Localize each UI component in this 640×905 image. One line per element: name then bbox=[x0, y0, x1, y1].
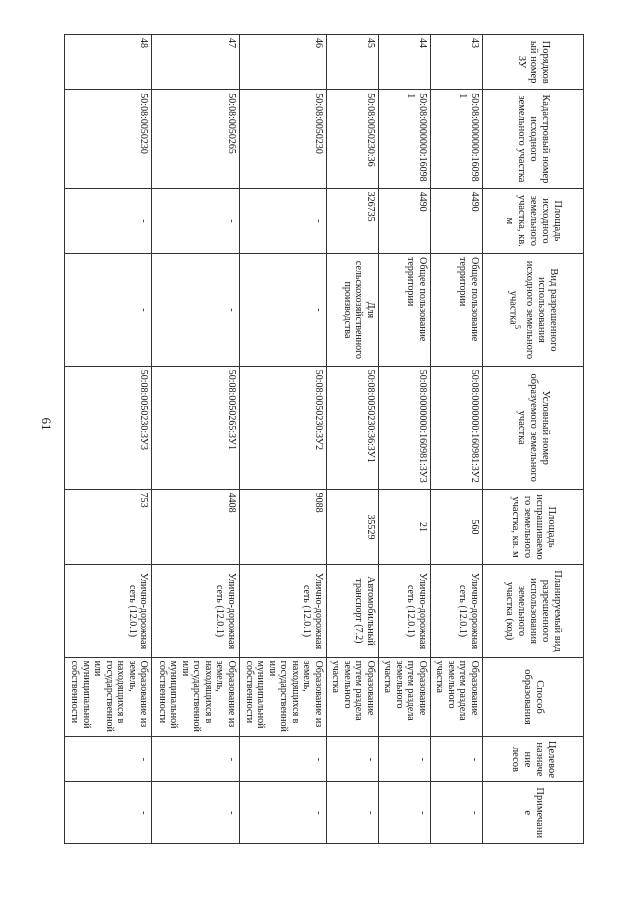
cell-note: - bbox=[430, 782, 482, 844]
cell-formation-method: Образование из земель, находящихся в государственной или муниципальной собственности bbox=[65, 657, 152, 737]
cell-permitted-use: Общее пользование территории bbox=[378, 254, 430, 367]
cell-formation-method: Образование путем раздела земельного участка bbox=[326, 657, 378, 737]
cell-requested-area: 35529 bbox=[326, 489, 378, 565]
cell-source-area: 4490 bbox=[430, 188, 482, 254]
cell-requested-area: 4408 bbox=[152, 489, 239, 565]
cell-planned-use: Улично-дорожная сеть (12.0.1) bbox=[430, 565, 482, 657]
cell-forest-purpose: - bbox=[430, 737, 482, 782]
cell-planned-use: Улично-дорожная сеть (12.0.1) bbox=[152, 565, 239, 657]
cell-note: - bbox=[378, 782, 430, 844]
land-plots-table bbox=[64, 34, 584, 844]
cell-conditional-number: 50:08:0050265:ЗУ1 bbox=[152, 366, 239, 489]
cell-source-area: 4490 bbox=[378, 188, 430, 254]
cell-planned-use: Автомобильный транспорт (7.2) bbox=[326, 565, 378, 657]
cell-order-number: 43 bbox=[430, 35, 482, 90]
header-forest-purpose: Целевое назначение лесов bbox=[483, 737, 584, 782]
cell-cadastral-number: 50:08:0000000:160981 bbox=[378, 90, 430, 188]
header-cadastral-number: Кадастровый номер исходного земельного участка bbox=[483, 90, 584, 188]
cell-cadastral-number: 50:08:0000000:160981 bbox=[430, 90, 482, 188]
cell-formation-method: Образование путем раздела земельного участка bbox=[378, 657, 430, 737]
footnote-marker: 5 bbox=[513, 324, 524, 330]
header-source-area: Площадь исходного земельного участка, кв. м bbox=[483, 188, 584, 254]
cell-forest-purpose: - bbox=[239, 737, 326, 782]
table-row bbox=[239, 35, 326, 844]
cell-note: - bbox=[326, 782, 378, 844]
cell-source-area: - bbox=[65, 188, 152, 254]
cell-cadastral-number: 50:08:0050230 bbox=[239, 90, 326, 188]
cell-requested-area: 21 bbox=[378, 489, 430, 565]
cell-planned-use: Улично-дорожная сеть (12.0.1) bbox=[378, 565, 430, 657]
header-formation-method: Способ образования bbox=[483, 657, 584, 737]
cell-order-number: 47 bbox=[152, 35, 239, 90]
cell-order-number: 46 bbox=[239, 35, 326, 90]
cell-requested-area: 560 bbox=[430, 489, 482, 565]
cell-permitted-use: - bbox=[152, 254, 239, 367]
cell-forest-purpose: - bbox=[326, 737, 378, 782]
cell-formation-method: Образование из земель, находящихся в государственной или муниципальной собственности bbox=[239, 657, 326, 737]
table-row bbox=[65, 35, 152, 844]
cell-source-area: - bbox=[152, 188, 239, 254]
header-permitted-use bbox=[483, 254, 584, 367]
header-permitted-use-label: Вид разрешенного использования исходного земельного участка bbox=[507, 260, 560, 360]
table-row bbox=[378, 35, 430, 844]
cell-order-number: 48 bbox=[65, 35, 152, 90]
cell-source-area: 326735 bbox=[326, 188, 378, 254]
page-number: 61 bbox=[39, 417, 54, 431]
cell-forest-purpose: - bbox=[65, 737, 152, 782]
cell-note: - bbox=[239, 782, 326, 844]
cell-permitted-use: - bbox=[65, 254, 152, 367]
cell-order-number: 44 bbox=[378, 35, 430, 90]
table-header-row bbox=[483, 35, 584, 844]
table-row bbox=[152, 35, 239, 844]
table-row bbox=[430, 35, 482, 844]
cell-conditional-number: 50:08:0050230:36:ЗУ1 bbox=[326, 366, 378, 489]
cell-formation-method: Образование из земель, находящихся в государственной или муниципальной собственности bbox=[152, 657, 239, 737]
cell-permitted-use: - bbox=[239, 254, 326, 367]
cell-planned-use: Улично-дорожная сеть (12.0.1) bbox=[239, 565, 326, 657]
cell-order-number: 45 bbox=[326, 35, 378, 90]
cell-permitted-use: Общее пользование территории bbox=[430, 254, 482, 367]
rotated-table-wrapper bbox=[64, 34, 584, 844]
cell-cadastral-number: 50:08:0050230 bbox=[65, 90, 152, 188]
cell-conditional-number: 50:08:0000000:160981:ЗУ2 bbox=[430, 366, 482, 489]
header-note: Примечание bbox=[483, 782, 584, 844]
cell-conditional-number: 50:08:0050230:ЗУ2 bbox=[239, 366, 326, 489]
cell-forest-purpose: - bbox=[152, 737, 239, 782]
cell-formation-method: Образование путем раздела земельного участка bbox=[430, 657, 482, 737]
cell-cadastral-number: 50:08:0050265 bbox=[152, 90, 239, 188]
cell-permitted-use: Для сельскохозяйственного производства bbox=[326, 254, 378, 367]
cell-cadastral-number: 50:08:0050230:36 bbox=[326, 90, 378, 188]
cell-forest-purpose: - bbox=[378, 737, 430, 782]
cell-conditional-number: 50:08:0000000:160981:ЗУ3 bbox=[378, 366, 430, 489]
cell-source-area: - bbox=[239, 188, 326, 254]
cell-note: - bbox=[152, 782, 239, 844]
header-conditional-number: Условный номер образуемого земельного участка bbox=[483, 366, 584, 489]
cell-note: - bbox=[65, 782, 152, 844]
cell-requested-area: 9088 bbox=[239, 489, 326, 565]
header-order-number: Порядковый номер ЗУ bbox=[483, 35, 584, 90]
cell-conditional-number: 50:08:0050230:ЗУ3 bbox=[65, 366, 152, 489]
cell-requested-area: 753 bbox=[65, 489, 152, 565]
table-row bbox=[326, 35, 378, 844]
cell-planned-use: Улично-дорожная сеть (12.0.1) bbox=[65, 565, 152, 657]
header-planned-use: Планируемый вид разрешенного использования земельного участка (код) bbox=[483, 565, 584, 657]
header-requested-area: Площадь испрашиваемого земельного участка, кв. м bbox=[483, 489, 584, 565]
